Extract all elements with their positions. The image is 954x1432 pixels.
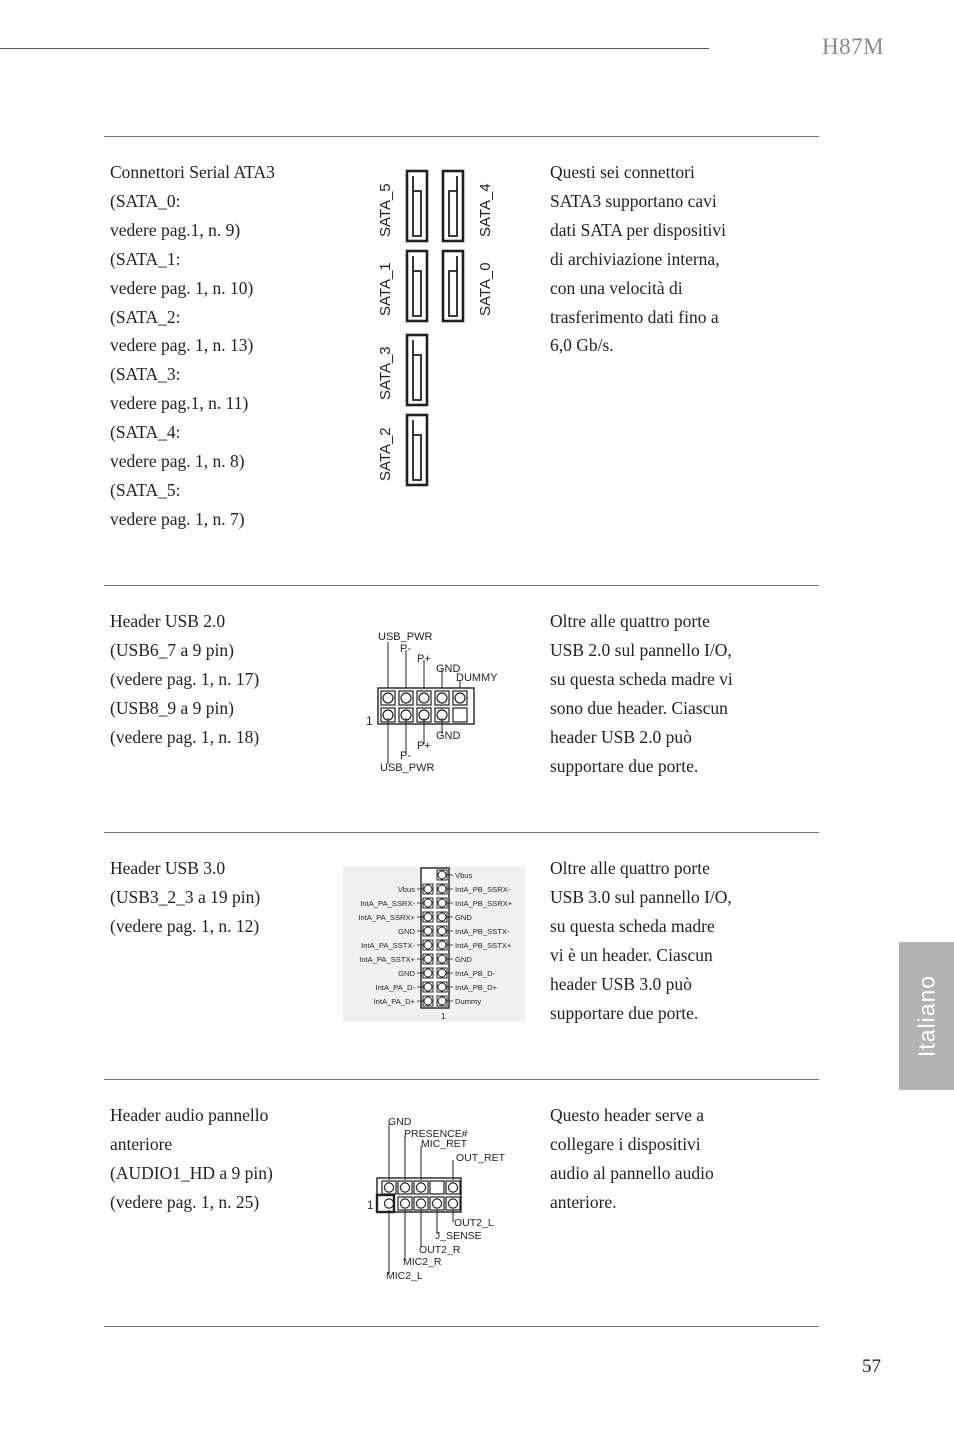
- sata3-label: SATA_3: [377, 346, 394, 400]
- text-line: 6,0 Gb/s.: [550, 335, 614, 356]
- text-line: (SATA_0:: [110, 190, 181, 211]
- text-line: Oltre alle quattro porte: [550, 611, 710, 631]
- sata5-key: [413, 176, 421, 236]
- usb3-right-pin-label: Vbus: [455, 871, 473, 880]
- text-line: (SATA_4:: [110, 422, 181, 443]
- usb3-left-pin-label: IntA_PA_D-: [375, 983, 415, 992]
- usb3-right-pin-label: GND: [455, 955, 472, 964]
- usb2-description-right: [550, 607, 780, 780]
- usb3-right-pin-label: IntA_PB_D-: [455, 969, 496, 978]
- text-line: sono due header. Ciascun: [550, 697, 728, 718]
- text-line: di archiviazione interna,: [550, 248, 720, 269]
- text-line: Questi sei connettori: [550, 162, 695, 182]
- usb2-p-minus-top: P-: [400, 643, 411, 655]
- text-line: SATA3 supportano cavi: [550, 190, 717, 211]
- sata0-connector-outline: [443, 251, 463, 321]
- audio-gnd-label: GND: [388, 1116, 412, 1128]
- text-line: su questa scheda madre: [550, 915, 715, 936]
- usb3-right-pin-label: IntA_PB_SSTX-: [455, 927, 510, 936]
- text-line: (USB8_9 a 9 pin): [110, 697, 234, 718]
- text-line: (USB3_2_3 a 19 pin): [110, 886, 261, 907]
- sata5-label: SATA_5: [377, 183, 394, 237]
- section-divider: [104, 1079, 819, 1080]
- usb2-description-left: [110, 607, 340, 752]
- sata4-label: SATA_4: [477, 183, 494, 237]
- usb2-p-plus-top: P+: [417, 653, 431, 665]
- usb3-left-pin-label: IntA_PA_SSRX-: [360, 899, 415, 908]
- usb3-right-pin-label: IntA_PB_D+: [455, 983, 498, 992]
- sata1-connector-outline: [407, 251, 427, 321]
- text-line: (SATA_3:: [110, 364, 181, 385]
- sata-description-right: [550, 158, 780, 360]
- text-line: header USB 3.0 può: [550, 973, 692, 994]
- usb3-description-right: [550, 854, 780, 1027]
- text-line: supportare due porte.: [550, 755, 699, 776]
- usb2-dummy: DUMMY: [456, 672, 498, 684]
- usb3-right-pin-label: Dummy: [455, 997, 482, 1006]
- text-line: trasferimento dati fino a: [550, 306, 719, 327]
- text-line: vedere pag. 1, n. 7): [110, 508, 245, 529]
- text-line: Header audio pannello: [110, 1105, 269, 1125]
- audio-j-sense-label: J_SENSE: [435, 1230, 482, 1242]
- sata4-key: [449, 176, 457, 236]
- sata2-connector-outline: [407, 415, 427, 485]
- usb3-left-pin-label: Vbus: [397, 885, 415, 894]
- text-line: (vedere pag. 1, n. 17): [110, 668, 260, 689]
- page-number: 57: [862, 1356, 881, 1377]
- audio-out-ret-label: OUT_RET: [456, 1152, 506, 1164]
- usb3-right-pin-label: GND: [455, 913, 472, 922]
- text-line: USB 2.0 sul pannello I/O,: [550, 639, 732, 660]
- audio-presence-label: PRESENCE#: [404, 1128, 468, 1140]
- sata4-connector-outline: [443, 171, 463, 241]
- text-line: vi è un header. Ciascun: [550, 944, 713, 965]
- usb2-header-diagram: [364, 628, 514, 776]
- section-divider: [104, 585, 819, 586]
- usb2-usb-pwr-top: USB_PWR: [378, 631, 433, 643]
- usb3-left-pin-label: GND: [398, 927, 415, 936]
- text-line: vedere pag.1, n. 9): [110, 219, 241, 240]
- usb3-left-pin-label: IntA_PA_SSTX+: [359, 955, 415, 964]
- text-line: con una velocità di: [550, 277, 683, 298]
- audio-description-left: [110, 1101, 340, 1217]
- usb2-usb-pwr-bottom: USB_PWR: [380, 762, 435, 774]
- model-title: H87M: [822, 34, 885, 59]
- audio-out2-r-label: OUT2_R: [419, 1244, 461, 1256]
- sata2-key: [413, 420, 421, 480]
- sata5-connector-outline: [407, 171, 427, 241]
- usb3-left-pin-label: IntA_PA_SSTX-: [361, 941, 415, 950]
- section-divider: [104, 832, 819, 833]
- usb3-description-left: [110, 854, 340, 941]
- text-line: vedere pag. 1, n. 8): [110, 451, 245, 472]
- text-line: (AUDIO1_HD a 9 pin): [110, 1162, 273, 1183]
- language-tab: [899, 942, 954, 1090]
- audio-description-right: [550, 1101, 780, 1217]
- usb2-p-plus-bottom: P+: [417, 740, 431, 752]
- usb3-right-pin-label: IntA_PB_SSTX+: [455, 941, 512, 950]
- text-line: (vedere pag. 1, n. 25): [110, 1191, 260, 1212]
- text-line: (vedere pag. 1, n. 12): [110, 915, 260, 936]
- text-line: Header USB 3.0: [110, 858, 226, 878]
- audio-pin-one: 1: [367, 1200, 374, 1212]
- text-line: anteriore.: [550, 1191, 617, 1212]
- text-line: Oltre alle quattro porte: [550, 858, 710, 878]
- text-line: collegare i dispositivi: [550, 1133, 701, 1154]
- text-line: Questo header serve a: [550, 1105, 705, 1125]
- audio-out2-l-label: OUT2_L: [454, 1217, 494, 1229]
- text-line: (SATA_2:: [110, 306, 181, 327]
- text-line: vedere pag.1, n. 11): [110, 393, 249, 414]
- usb3-pin-one: 1: [441, 1012, 446, 1021]
- usb2-pin-one: 1: [366, 714, 373, 728]
- audio-header-diagram: [366, 1114, 516, 1284]
- text-line: Connettori Serial ATA3: [110, 162, 275, 182]
- text-line: dati SATA per dispositivi: [550, 219, 727, 240]
- usb3-header-diagram: [343, 866, 525, 1022]
- usb2-p-minus-bottom: P-: [400, 750, 411, 762]
- audio-mic2-r-label: MIC2_R: [403, 1256, 442, 1268]
- text-line: anteriore: [110, 1133, 173, 1154]
- audio-mic2-l-label: MIC2_L: [386, 1270, 423, 1282]
- audio-mic-ret-label: MIC_RET: [421, 1138, 468, 1150]
- sata2-label: SATA_2: [377, 427, 394, 481]
- sata1-label: SATA_1: [377, 262, 394, 316]
- audio-pin-one-marker: [377, 1195, 394, 1212]
- usb3-right-pin-label: IntA_PB_SSRX+: [455, 899, 513, 908]
- sata0-label: SATA_0: [477, 262, 494, 316]
- text-line: (vedere pag. 1, n. 18): [110, 726, 260, 747]
- usb3-left-pin-label: GND: [398, 969, 415, 978]
- text-line: (USB6_7 a 9 pin): [110, 639, 234, 660]
- usb3-left-pin-label: IntA_PA_D+: [373, 997, 415, 1006]
- sata0-key: [449, 256, 457, 316]
- section-divider: [104, 136, 819, 137]
- sata-description-left: [110, 158, 340, 534]
- sata1-key: [413, 256, 421, 316]
- usb3-right-pin-label: IntA_PB_SSRX-: [455, 885, 511, 894]
- text-line: Header USB 2.0: [110, 611, 226, 631]
- text-line: USB 3.0 sul pannello I/O,: [550, 886, 732, 907]
- sata-connector-diagram: [370, 165, 510, 490]
- usb3-left-pin-label: IntA_PA_SSRX+: [358, 913, 415, 922]
- text-line: vedere pag. 1, n. 10): [110, 277, 254, 298]
- text-line: audio al pannello audio: [550, 1162, 714, 1183]
- text-line: header USB 2.0 può: [550, 726, 692, 747]
- header-rule: [0, 48, 709, 49]
- text-line: vedere pag. 1, n. 13): [110, 335, 254, 356]
- language-tab-label: Italiano: [913, 974, 939, 1058]
- sata3-connector-outline: [407, 335, 427, 405]
- text-line: supportare due porte.: [550, 1002, 699, 1023]
- sata3-key: [413, 340, 421, 400]
- text-line: su questa scheda madre vi: [550, 668, 733, 689]
- usb2-gnd-top: GND: [436, 663, 461, 675]
- text-line: (SATA_1:: [110, 248, 181, 269]
- usb2-gnd-bottom: GND: [436, 730, 461, 742]
- usb3-header-outline: [421, 868, 449, 1008]
- section-divider: [104, 1326, 819, 1327]
- text-line: (SATA_5:: [110, 479, 181, 500]
